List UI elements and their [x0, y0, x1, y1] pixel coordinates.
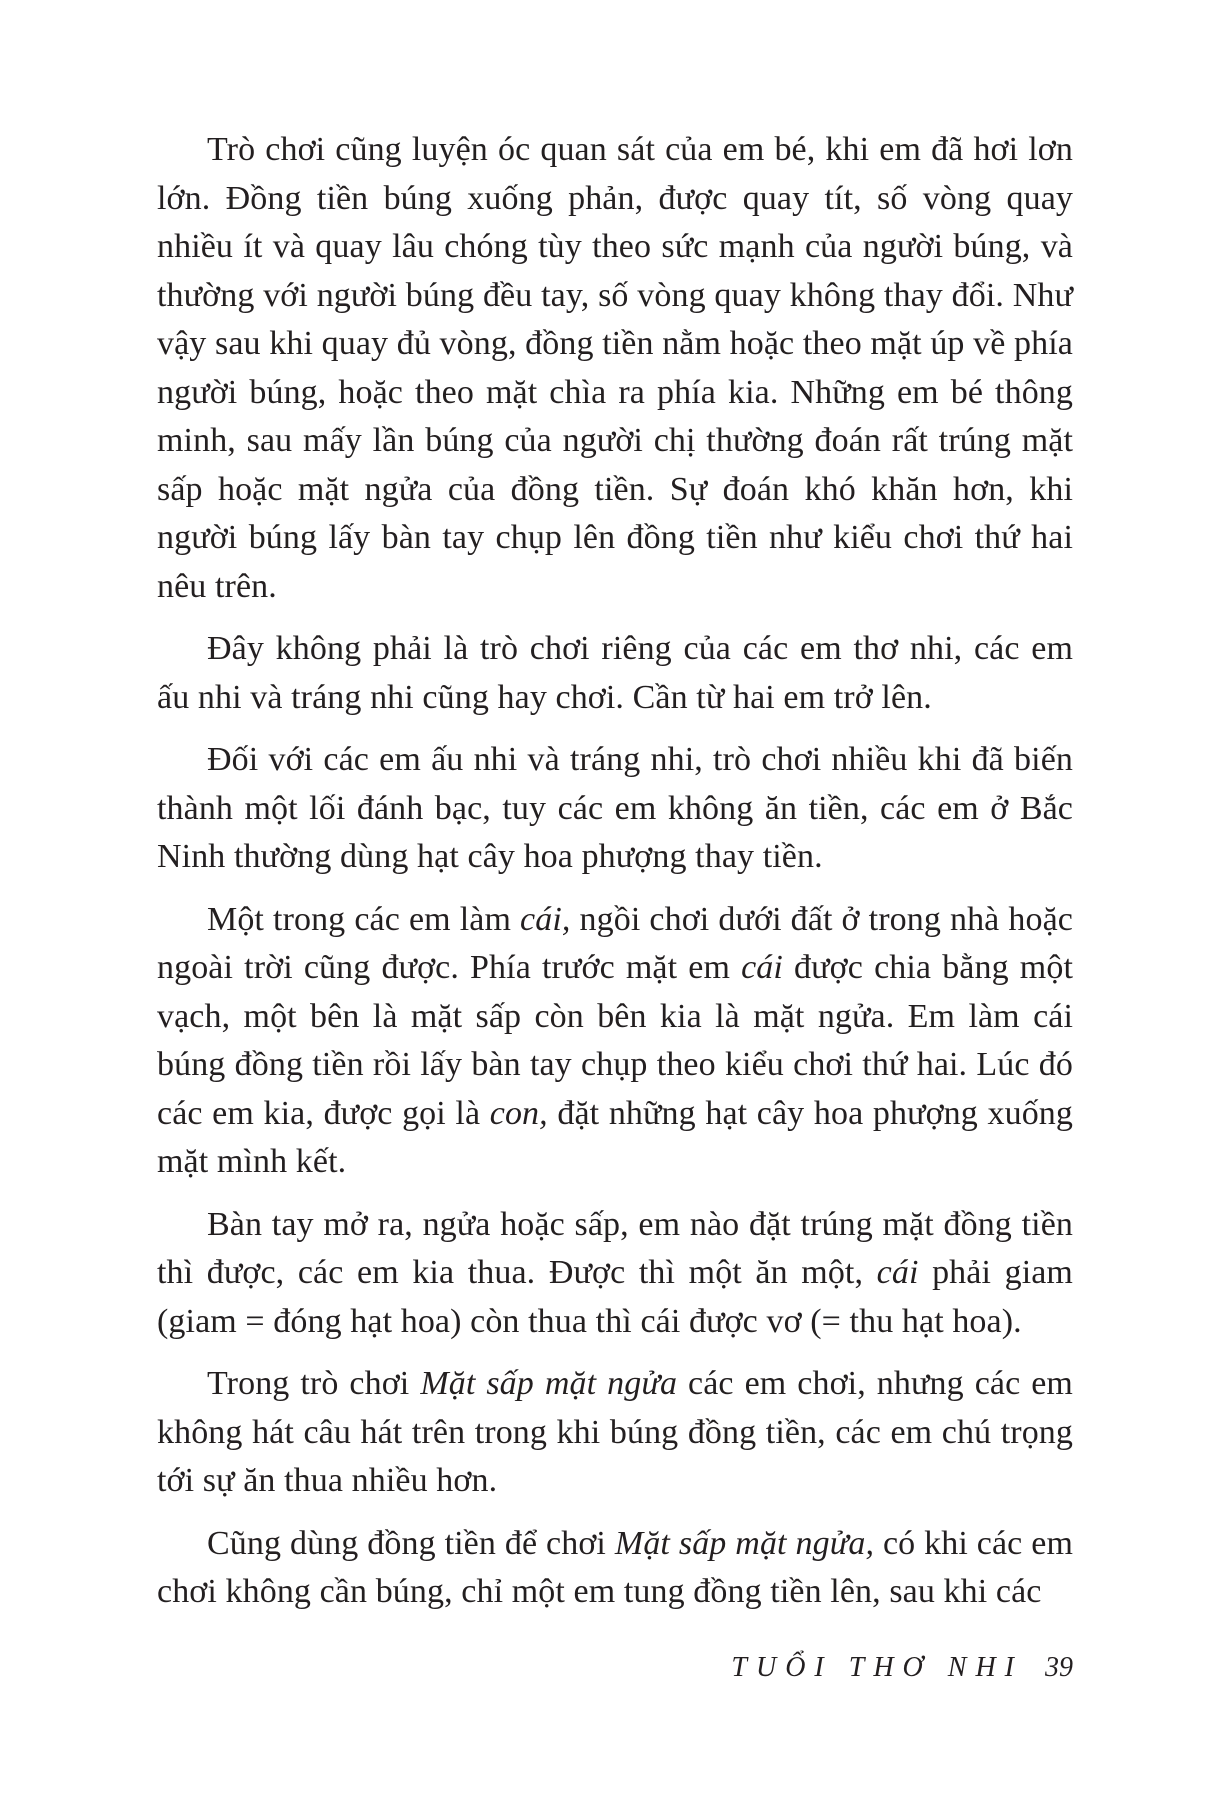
- text-run: Trong trò chơi: [207, 1365, 421, 1402]
- text-run: đặt những hạt cây hoa phượng xuống mặt mình kết.: [157, 1094, 1073, 1180]
- italic-term: cái: [876, 1254, 919, 1291]
- text-run: Trò chơi cũng luyện óc quan sát của em bé, khi em đã hơi lơn lớn. Đồng tiền búng xuống phản, được quay tít, số vòng quay nhiều ít và quay lâu chóng tùy theo sức mạnh của người búng, và thường với người búng đều tay, số vòng quay không thay đổi. Như vậy sau khi quay đủ vòng, đồng tiền nằm hoặc theo mặt úp về phía người búng, hoặc theo mặt chìa ra phía kia. Những em bé thông minh, sau mấy lần búng của người chị thường đoán rất trúng mặt sấp hoặc mặt ngửa của đồng tiền. Sự đoán khó khăn hơn, khi người búng lấy bàn tay chụp lên đồng tiền như kiểu chơi thứ hai nêu trên.: [157, 131, 1073, 605]
- text-run: Cũng dùng đồng tiền để chơi: [207, 1524, 615, 1562]
- page-body: [157, 126, 1073, 1631]
- paragraph-5: [157, 1201, 1073, 1347]
- paragraph-7: [157, 1520, 1073, 1617]
- paragraph-2: [157, 625, 1073, 722]
- text-run: ngồi chơi dưới đất ở trong nhà hoặc ngoài trời cũng được. Phía trước mặt em: [157, 900, 1073, 986]
- italic-term: Mặt sấp mặt ngửa,: [614, 1524, 875, 1562]
- text-run: các em chơi, nhưng các em không hát câu hát trên trong khi búng đồng tiền, các em chú trọng tới sự ăn thua nhiều hơn.: [157, 1365, 1073, 1499]
- text-run: có khi các em chơi không cần búng, chỉ một em tung đồng tiền lên, sau khi các: [157, 1524, 1074, 1610]
- paragraph-6: [157, 1360, 1073, 1506]
- running-head: TUỔI THƠ NHI: [731, 1652, 1023, 1683]
- italic-term: cái,: [520, 900, 571, 938]
- text-run: Đây không phải là trò chơi riêng của các em thơ nhi, các em ấu nhi và tráng nhi cũng hay chơi. Cần từ hai em trở lên.: [157, 630, 1073, 716]
- text-run: Đối với các em ấu nhi và tráng nhi, trò chơi nhiều khi đã biến thành một lối đánh bạc, tuy các em không ăn tiền, các em ở Bắc Ninh thường dùng hạt cây hoa phượng thay tiền.: [157, 741, 1073, 875]
- italic-term: cái: [741, 949, 783, 986]
- paragraph-1: [157, 126, 1073, 611]
- paragraph-3: [157, 736, 1073, 882]
- paragraph-4: [157, 896, 1073, 1187]
- text-run: phải giam (giam = đóng hạt hoa) còn thua thì cái được vơ (= thu hạt hoa).: [157, 1254, 1073, 1340]
- italic-term: con,: [489, 1094, 548, 1132]
- text-run: Một trong các em làm: [207, 900, 521, 938]
- text-run: được chia bằng một vạch, một bên là mặt sấp còn bên kia là mặt ngửa. Em làm cái búng đồng tiền rồi lấy bàn tay chụp theo kiểu chơi thứ hai. Lúc đó các em kia, được gọi là: [157, 949, 1073, 1132]
- page-number: 39: [1045, 1652, 1073, 1683]
- text-run: Bàn tay mở ra, ngửa hoặc sấp, em nào đặt trúng mặt đồng tiền thì được, các em kia thua. Được thì một ăn một,: [157, 1205, 1073, 1291]
- page-footer: [0, 1652, 1073, 1684]
- italic-term: Mặt sấp mặt ngửa: [420, 1365, 678, 1402]
